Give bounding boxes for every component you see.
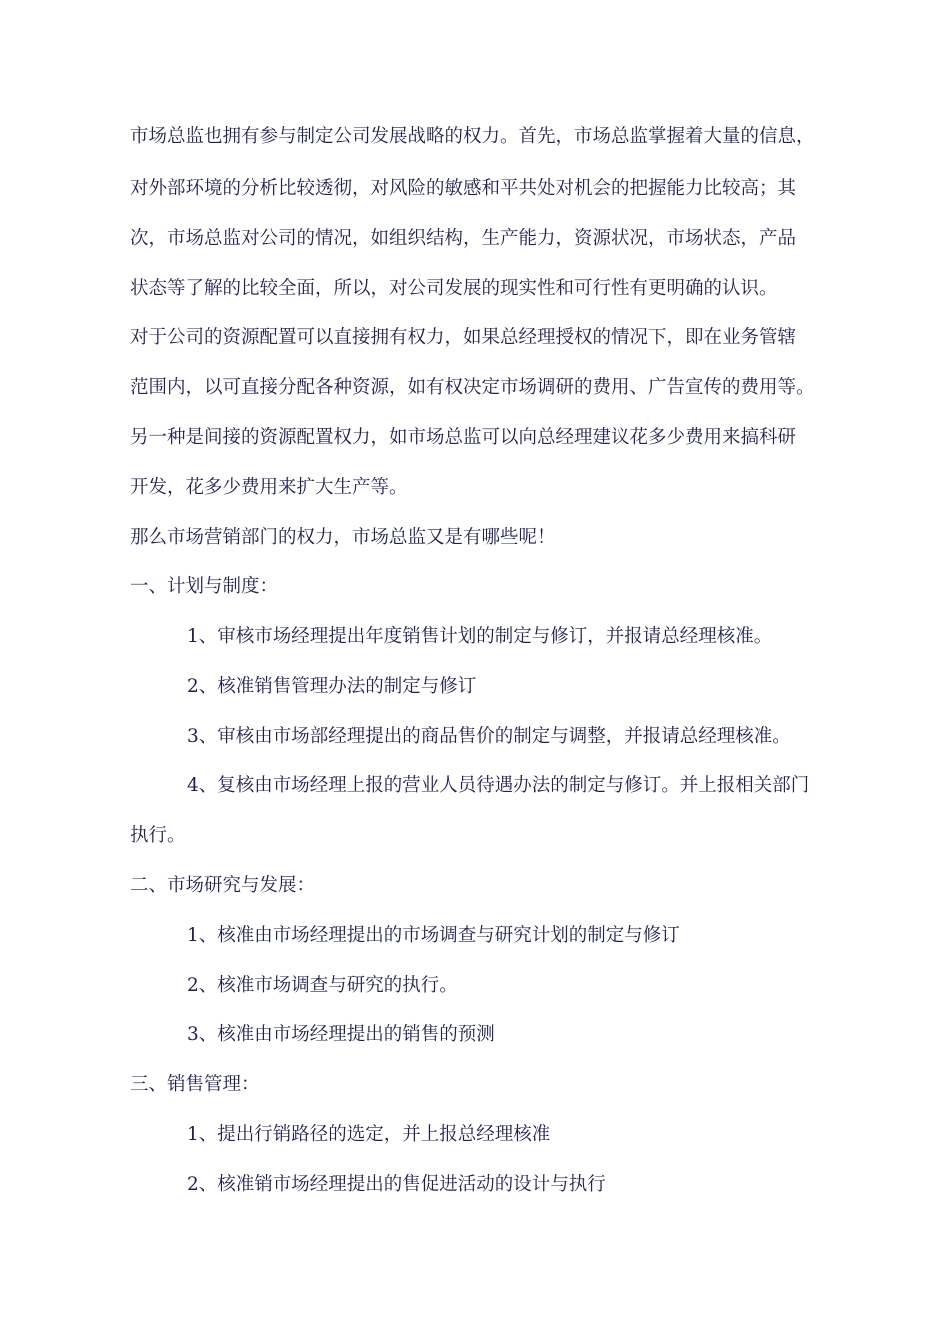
paragraph-1-line-2: 对外部环境的分析比较透彻，对风险的敏感和平共处对机会的把握能力比较高；其	[130, 178, 797, 199]
paragraph-2-line-2: 范围内，以可直接分配各种资源，如有权决定市场调研的费用、广告宣传的费用等。	[130, 377, 815, 398]
paragraph-1-line-4: 状态等了解的比较全面，所以，对公司发展的现实性和可行性有更明确的认识。	[130, 278, 778, 299]
paragraph-2-line-3: 另一种是间接的资源配置权力，如市场总监可以向总经理建议花多少费用来搞科研	[130, 427, 797, 448]
paragraph-2-line-4: 开发，花多少费用来扩大生产等。	[130, 477, 408, 498]
section-1-item-4: 4、复核由市场经理上报的营业人员待遇办法的制定与修订。并上报相关部门	[187, 775, 810, 796]
section-2-item-1: 1、核准由市场经理提出的市场调查与研究计划的制定与修订	[187, 925, 680, 946]
paragraph-1-line-1: 市场总监也拥有参与制定公司发展战略的权力。首先，市场总监掌握着大量的信息，	[130, 126, 815, 147]
section-2-item-2: 2、核准市场调查与研究的执行。	[187, 975, 458, 996]
section-3-item-2: 2、核准销市场经理提出的售促进活动的设计与执行	[187, 1174, 606, 1195]
section-1-item-3: 3、审核由市场部经理提出的商品售价的制定与调整，并报请总经理核准。	[187, 726, 791, 747]
section-2-item-3: 3、核准由市场经理提出的销售的预测	[187, 1024, 495, 1045]
section-1-item-2: 2、核准销售管理办法的制定与修订	[187, 676, 477, 697]
question-line: 那么市场营销部门的权力，市场总监又是有哪些呢！	[130, 527, 556, 548]
section-1-item-4-continuation: 执行。	[130, 825, 186, 846]
paragraph-2-line-1: 对于公司的资源配置可以直接拥有权力，如果总经理授权的情况下，即在业务管辖	[130, 327, 797, 348]
section-3-item-1: 1、提出行销路径的选定，并上报总经理核准	[187, 1124, 551, 1145]
section-3-heading: 三、销售管理：	[130, 1074, 260, 1095]
section-2-heading: 二、市场研究与发展：	[130, 875, 316, 896]
paragraph-1-line-3: 次，市场总监对公司的情况，如组织结构，生产能力，资源状况，市场状态，产品	[130, 228, 797, 249]
section-1-item-1: 1、审核市场经理提出年度销售计划的制定与修订，并报请总经理核准。	[187, 626, 773, 647]
section-1-heading: 一、计划与制度：	[130, 576, 279, 597]
